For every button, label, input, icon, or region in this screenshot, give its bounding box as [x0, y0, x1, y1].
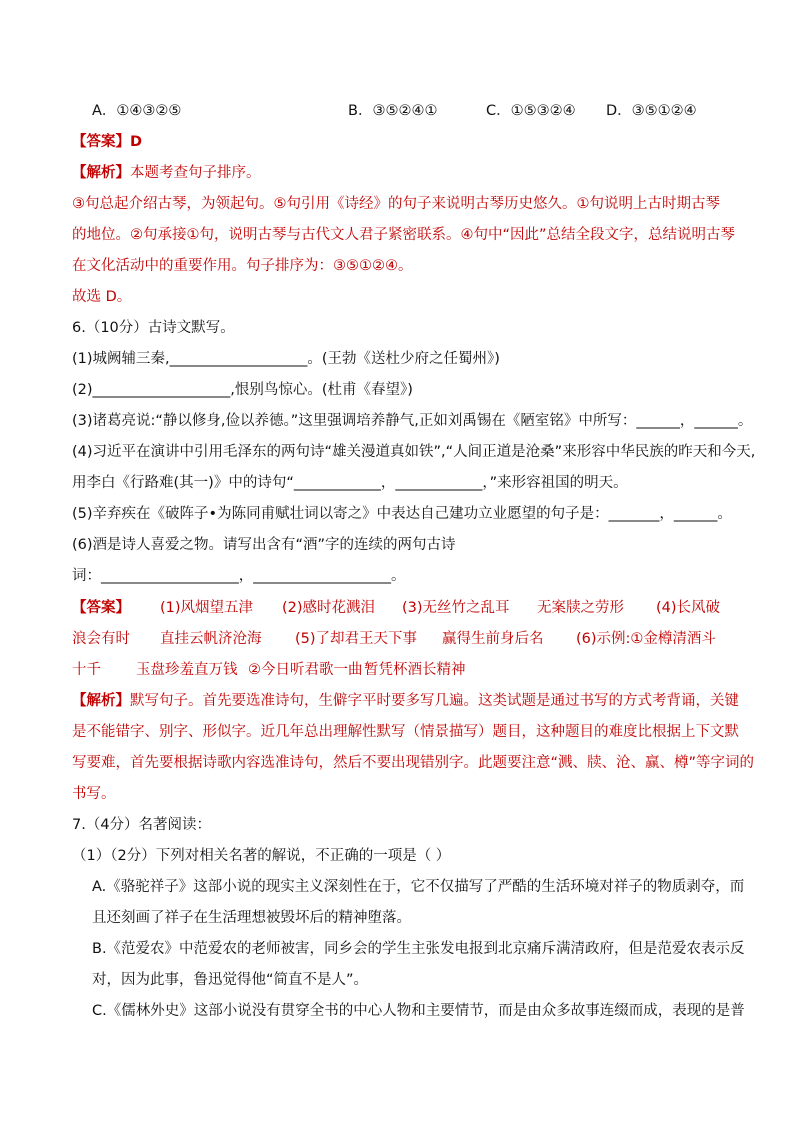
answer-item: 赢得生前身后名: [442, 631, 544, 647]
q6-analysis-line-4: 书写。: [72, 786, 116, 802]
analysis-tag: 【解析】: [72, 693, 130, 709]
answer-item: (1)风烟望五津: [160, 600, 254, 616]
answer-item: (6)示例:①金樽清酒斗: [576, 631, 716, 647]
answer-item: (2)感时花溅泪: [282, 600, 376, 616]
answer-item: (3)无丝竹之乱耳: [402, 600, 510, 616]
q7-title: 7.（4分）名著阅读：: [72, 817, 212, 833]
q6-analysis-line-1: [72, 691, 739, 711]
answer-item: 玉盘珍羞直万钱: [136, 662, 238, 678]
q7-option-b-line-2: 对，因为此事，鲁迅觉得他“简直不是人”。: [92, 972, 369, 988]
q6-sentence-6b: 词：___________________，___________________。: [72, 568, 406, 584]
q6-sentence-3: (3)诸葛亮说:“静以修身,俭以养德。”这里强调培养静气,正如刘禹锡在《陋室铭》中所写：______，______。: [72, 413, 753, 429]
q5-analysis-line-3: 在文化活动中的重要作用。句子排序为：③⑤①②④。: [72, 258, 413, 274]
q7-option-c-line-1: C.《儒林外史》这部小说没有贯穿全书的中心人物和主要情节，而是由众多故事连缀而成，表现的是普: [92, 1003, 745, 1019]
answer-item: 直挂云帆济沧海: [160, 631, 262, 647]
answer-item: (4)长风破: [656, 600, 721, 616]
q6-analysis-line-3: 写要难，首先要根据诗歌内容选准诗句，然后不要出现错别字。此题要注意“溅、牍、沧、赢、樽”等字词的: [72, 755, 755, 771]
answer-item: 浪会有时: [72, 631, 130, 647]
q6-sentence-6a: (6)酒是诗人喜爱之物。请写出含有“酒”字的连续的两句古诗: [72, 537, 456, 553]
q5-analysis-line-2: 的地位。②句承接①句，说明古琴与古代文人君子紧密联系。④句中“因此”总结全段文字，总结说明古琴: [72, 227, 736, 243]
q6-title: 6.（10分）古诗文默写。: [72, 320, 235, 336]
q7-option-a-line-2: 且还刻画了祥子在生活理想被毁坏后的精神堕落。: [92, 910, 411, 926]
option-c: C．①⑤③②④: [486, 103, 576, 119]
q7-option-a-line-1: A.《骆驼祥子》这部小说的现实主义深刻性在于，它不仅描写了严酷的生活环境对祥子的物质剥夺，而: [92, 879, 745, 895]
q6-sentence-5: (5)辛弃疾在《破阵子•为陈同甫赋壮词以寄之》中表达自己建功立业愿望的句子是：_______，______。: [72, 506, 732, 522]
analysis-text: 默写句子。首先要选准诗句，生僻字平时要多写几遍。这类试题是通过书写的方式考背诵，关键: [130, 693, 739, 709]
answer-item: ②今日听君歌一曲: [248, 662, 363, 678]
option-b: B．③⑤②④①: [348, 103, 438, 119]
q5-answer-line: [72, 132, 142, 152]
q5-analysis-line-1: ③句总起介绍古琴，为领起句。⑤句引用《诗经》的句子来说明古琴历史悠久。①句说明上古时期古琴: [72, 196, 720, 212]
answer-tag: 【答案】: [72, 134, 130, 150]
option-a: A．①④③②⑤: [92, 103, 182, 119]
answer-item: 十千: [72, 662, 101, 678]
answer-value: D: [130, 134, 143, 150]
q6-analysis-line-2: 是不能错字、别字、形似字。近几年总出理解性默写（情景描写）题目，这种题目的难度比根据上下文默: [72, 724, 739, 740]
q6-sentence-1: (1)城阙辅三秦,___________________。(王勃《送杜少府之任蜀州》): [72, 351, 500, 367]
q7-sub1: （1）（2分）下列对相关名著的解说，不正确的一项是（ ）: [72, 848, 451, 864]
q6-answer-tag: 【答案】: [72, 600, 130, 616]
q5-analysis-intro: [72, 163, 261, 183]
q6-sentence-4b: 用李白《行路难(其一)》中的诗句“____________，____________，”来形容祖国的明天。: [72, 475, 628, 491]
option-d: D．③⑤①②④: [606, 103, 697, 119]
analysis-intro: 本题考查句子排序。: [130, 165, 261, 181]
q6-sentence-4a: (4)习近平在演讲中引用毛泽东的两句诗“雄关漫道真如铁”,“人间正道是沧桑”来形容中华民族的昨天和今天,: [72, 444, 756, 460]
q7-option-b-line-1: B.《范爱农》中范爱农的老师被害，同乡会的学生主张发电报到北京痛斥满清政府，但是范爱农表示反: [92, 941, 745, 957]
analysis-tag: 【解析】: [72, 165, 130, 181]
answer-item: 无案牍之劳形: [537, 600, 624, 616]
q5-analysis-line-4: 故选 D。: [72, 289, 132, 305]
answer-item: 暂凭杯酒长精神: [364, 662, 466, 678]
answer-item: (5)了却君王天下事: [295, 631, 418, 647]
q6-sentence-2: (2)___________________,恨别鸟惊心。(杜甫《春望》): [72, 382, 413, 398]
